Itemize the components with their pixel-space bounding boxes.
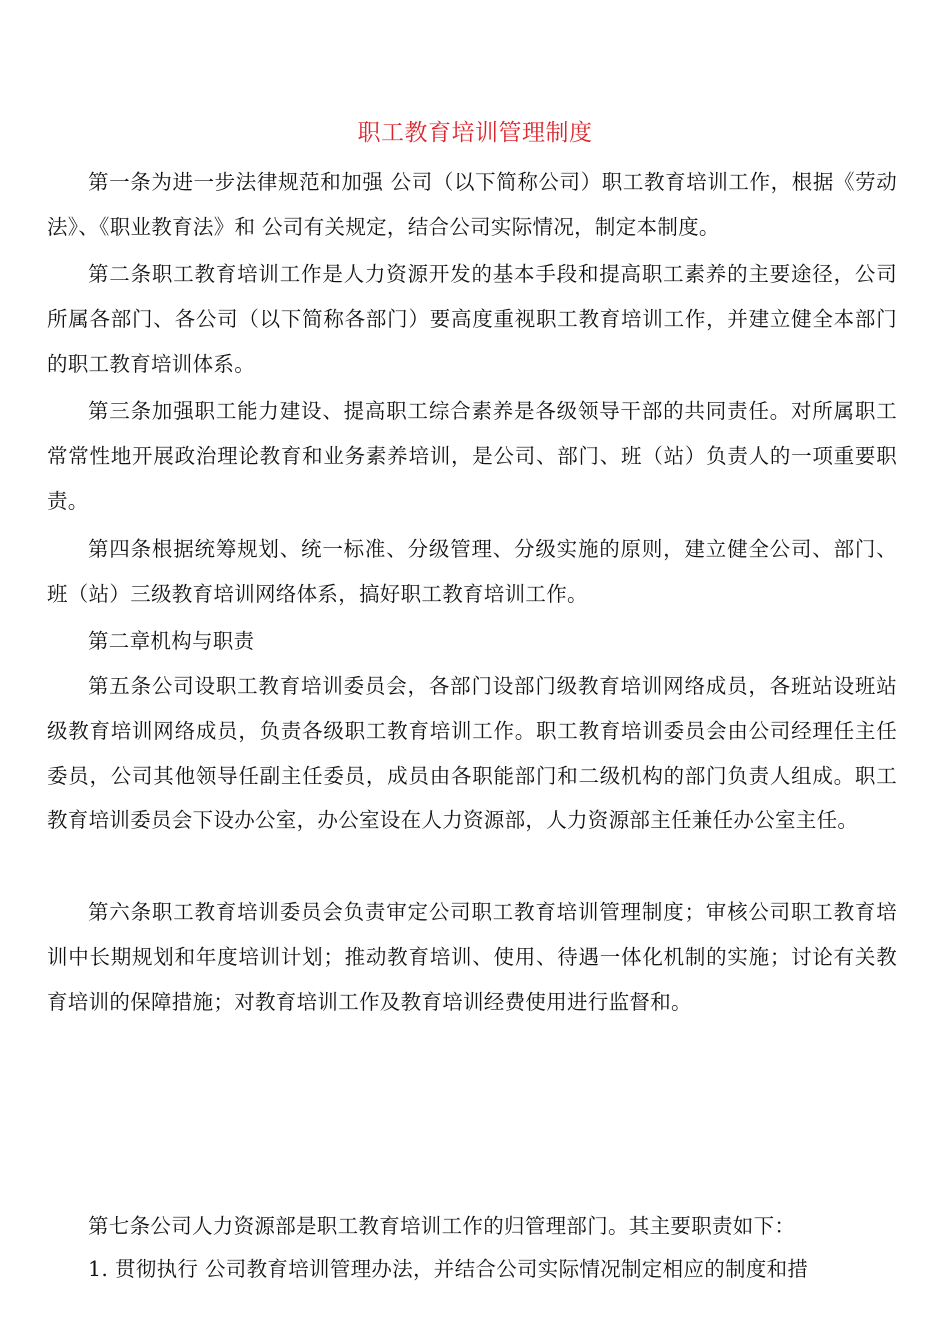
paragraph-article-3: 第三条加强职工能力建设、提高职工综合素养是各级领导干部的共同责任。对所属职工常常性地开展政治理论教育和业务素养培训，是公司、部门、班（站）负责人的一项重要职责。 — [47, 399, 897, 513]
paragraph-article-5: 第五条公司设职工教育培训委员会，各部门设部门级教育培训网络成员，各班站设班站级教育培训网络成员，负责各级职工教育培训工作。职工教育培训委员会由公司经理任主任委员，公司其他领导任副主任委员，成员由各职能部门和二级机构的部门负责人组成。职工教育培训委员会下设办公室，办公室设在人力资源部，人力资源部主任兼任办公室主任。 — [47, 674, 897, 833]
paragraph-article-6: 第六条职工教育培训委员会负责审定公司职工教育培训管理制度；审核公司职工教育培训中长期规划和年度培训计划；推动教育培训、使用、待遇一体化机制的实施；讨论有关教育培训的保障措施；对教育培训工作及教育培训经费使用进行监督和。 — [47, 900, 897, 1014]
chapter-heading: 第二章机构与职责 — [88, 629, 255, 653]
paragraph-article-2: 第二条职工教育培训工作是人力资源开发的基本手段和提高职工素养的主要途径，公司所属各部门、各公司（以下简称各部门）要高度重视职工教育培训工作，并建立健全本部门的职工教育培训体系。 — [47, 262, 897, 376]
document-title: 职工教育培训管理制度 — [357, 120, 593, 146]
paragraph-article-7: 第七条公司人力资源部是职工教育培训工作的归管理部门。其主要职责如下： — [88, 1214, 796, 1238]
paragraph-article-1: 第一条为进一步法律规范和加强 公司（以下简称公司）职工教育培训工作，根据《劳动法》、《职业教育法》和 公司有关规定，结合公司实际情况，制定本制度。 — [47, 170, 897, 239]
list-item-1: 1. 贯彻执行 公司教育培训管理办法，并结合公司实际情况制定相应的制度和措 — [88, 1257, 809, 1281]
paragraph-article-4: 第四条根据统筹规划、统一标准、分级管理、分级实施的原则，建立健全公司、部门、班（站）三级教育培训网络体系，搞好职工教育培训工作。 — [47, 537, 897, 606]
